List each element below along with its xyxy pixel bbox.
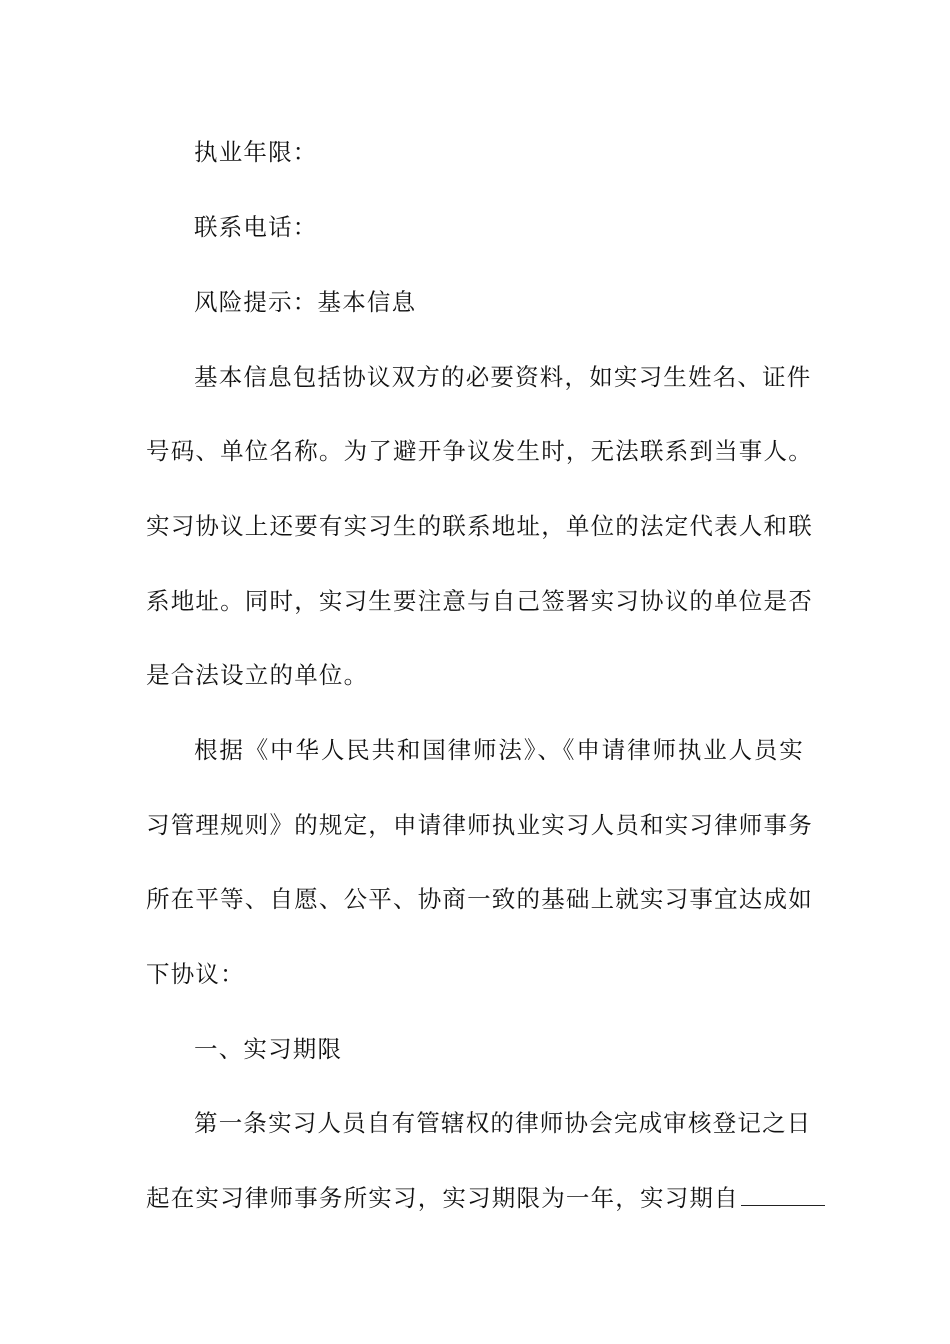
paragraph-line: 号码、单位名称。为了避开争议发生时，无法联系到当事人。 [146, 437, 813, 465]
date-blank [741, 1183, 825, 1206]
paragraph-line: 下协议： [146, 960, 245, 988]
risk-tip-heading: 风险提示：基本信息 [194, 288, 417, 316]
paragraph-line: 根据《中华人民共和国律师法》、《申请律师执业人员实 [194, 736, 804, 764]
section-heading: 一、实习期限 [194, 1035, 343, 1063]
field-phone: 联系电话： [194, 213, 318, 241]
paragraph-line: 系地址。同时，实习生要注意与自己签署实习协议的单位是否 [146, 587, 813, 615]
paragraph-line: 习管理规则》的规定，申请律师执业实习人员和实习律师事务 [146, 811, 813, 839]
paragraph-line: 实习协议上还要有实习生的联系地址，单位的法定代表人和联 [146, 512, 813, 540]
paragraph-line: 是合法设立的单位。 [146, 661, 369, 689]
paragraph-line: 所在平等、自愿、公平、协商一致的基础上就实习事宜达成如 [146, 885, 813, 913]
paragraph-line: 基本信息包括协议双方的必要资料，如实习生姓名、证件 [194, 363, 812, 391]
article-line: 第一条实习人员自有管辖权的律师协会完成审核登记之日 [194, 1109, 812, 1137]
article-line-text: 起在实习律师事务所实习，实习期限为一年，实习期自 [146, 1184, 739, 1212]
field-practice-years: 执业年限： [194, 138, 318, 166]
article-line-with-blank [146, 1183, 825, 1213]
